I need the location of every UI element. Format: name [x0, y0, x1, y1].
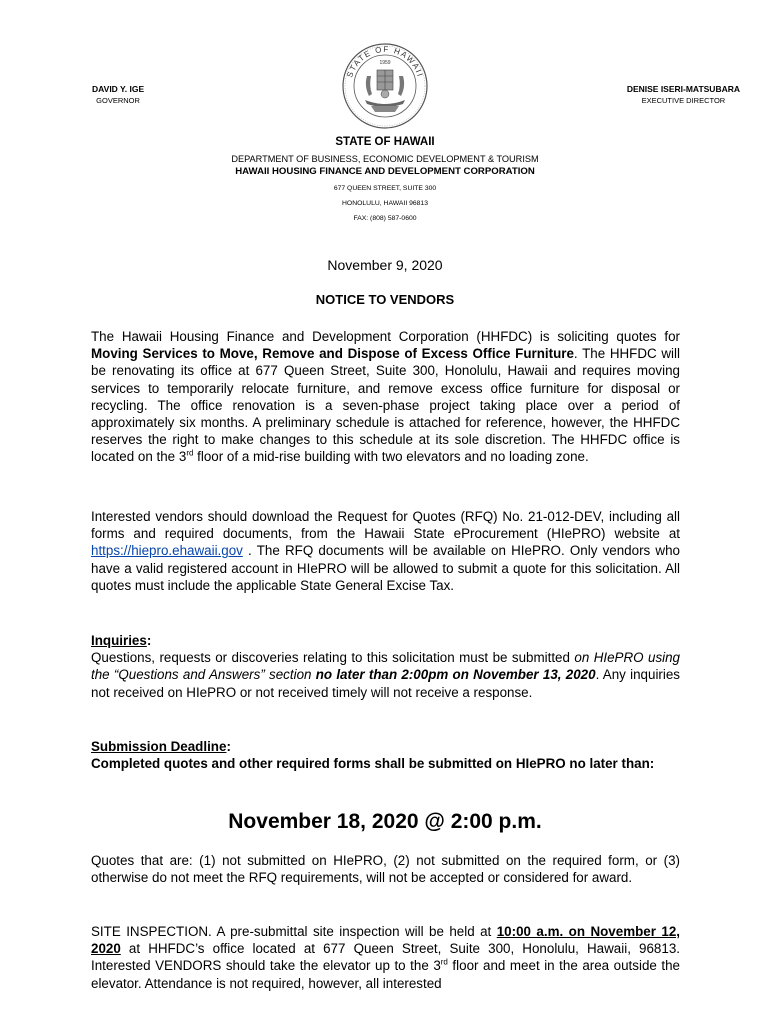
agency-block — [0, 136, 770, 222]
submission-deadline-date: November 18, 2020 @ 2:00 p.m. — [228, 810, 542, 833]
submission-text: Completed quotes and other required forms shall be submitted on HIePRO no later than: — [91, 756, 655, 772]
director-name: DENISE ISERI-MATSUBARA — [626, 84, 740, 94]
fax-line: FAX: (808) 587-0600 — [353, 215, 417, 222]
corporation-name: HAWAII HOUSING FINANCE AND DEVELOPMENT CORPORATION — [235, 166, 535, 177]
state-name: STATE OF HAWAII — [335, 136, 435, 148]
submission-heading: Submission Deadline — [91, 739, 227, 754]
inquiries-heading: Inquiries — [91, 633, 147, 648]
state-seal-icon — [341, 42, 429, 130]
governor-name: DAVID Y. IGE — [92, 84, 145, 94]
department-name: DEPARTMENT OF BUSINESS, ECONOMIC DEVELOPMENT & TOURISM — [231, 154, 539, 164]
site-inspection-time: 10:00 a.m. on November 12, 2020 — [91, 924, 680, 957]
service-title: Moving Services to Move, Remove and Dispose of Excess Office Furniture — [91, 346, 574, 362]
submission-section: Submission Deadline: Completed quotes and other required forms shall be submitted on HIePRO no later than: — [91, 739, 655, 772]
seal-text: STATE OF HAWAII — [345, 44, 425, 79]
seal-year: 1959 — [379, 60, 391, 66]
inquiries-section: Inquiries: Questions, requests or discoveries relating to this solicitation must be submitted on HIePRO using the “Questions and Answers” section no later than 2:00pm on November 13, 2020. Any inquiries not received on HIePRO or not received timely will not receive a response. — [91, 633, 681, 700]
address-line-1: 677 QUEEN STREET, SUITE 300 — [333, 185, 437, 192]
governor-title: GOVERNOR — [96, 96, 140, 105]
director-block — [627, 84, 740, 105]
intro-paragraph: The Hawaii Housing Finance and Development Corporation (HHFDC) is soliciting quotes for Moving Services to Move, Remove and Dispose of Excess Office Furniture. The HHFDC will be renovating its office at 677 Queen Street, Suite 300, Honolulu, Hawaii and requires moving services to temporarily relocate furniture, and remove excess office furniture for disposal or recycling. The office renovation is a seven-phase project taking place over a period of approximately six months. A preliminary schedule is attached for reference, however, the HHFDC reserves the right to make changes to this schedule at its sole discretion. The HHFDC office is located on the 3rd floor of a mid-rise building with two elevators and no loading zone. — [91, 329, 680, 465]
inquiries-deadline: no later than 2:00pm on November 13, 2020 — [315, 667, 596, 683]
letter-date: November 9, 2020 — [327, 257, 443, 273]
governor-block — [92, 84, 144, 105]
notice-title: NOTICE TO VENDORS — [315, 292, 455, 307]
hiepro-link[interactable]: https://hiepro.ehawaii.gov — [91, 543, 243, 559]
site-inspection-paragraph: SITE INSPECTION. A pre-submittal site inspection will be held at 10:00 a.m. on November 12, 2020 at HHFDC’s office located at 677 Queen Street, Suite 300, Honolulu, Hawaii, 96813. Interested VENDORS should take the elevator up to the 3rd floor and meet in the area outside the elevator. Attendance is not required, however, all interested — [91, 924, 680, 991]
disqualification-paragraph: Quotes that are: (1) not submitted on HIePRO, (2) not submitted on the required form, or (3) otherwise do not meet the RFQ requirements, will not be accepted or considered for award. — [91, 853, 680, 886]
director-title: EXECUTIVE DIRECTOR — [641, 96, 726, 105]
rfq-paragraph: Interested vendors should download the Request for Quotes (RFQ) No. 21-012-DEV, including all forms and required documents, from the Hawaii State eProcurement (HIePRO) website at https://hiepro.ehawaii.gov . The RFQ documents will be available on HIePRO. Only vendors who have a valid registered account in HIePRO will be allowed to submit a quote for this solicitation. All quotes must include the applicable State General Excise Tax. — [91, 509, 680, 593]
address-line-2: HONOLULU, HAWAII 96813 — [342, 200, 428, 207]
